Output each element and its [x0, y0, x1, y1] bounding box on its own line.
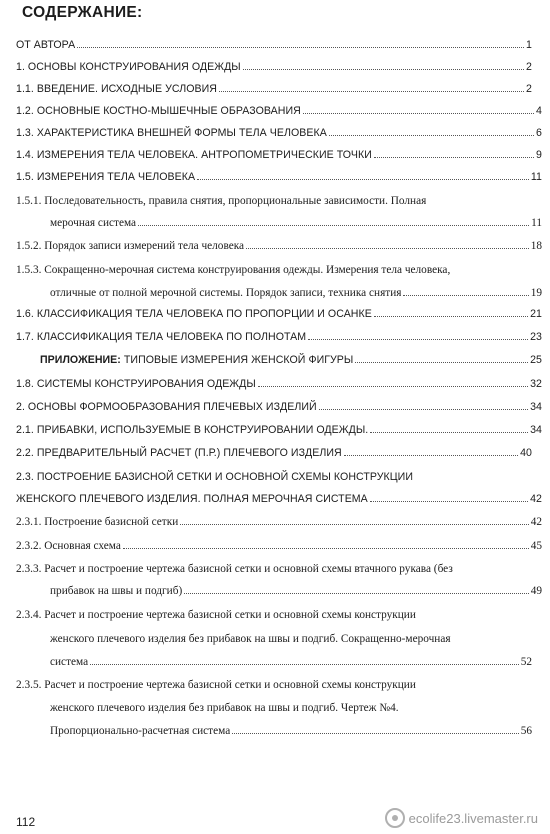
toc-entry: [16, 102, 542, 120]
toc-entry-text: мерочная система: [50, 217, 137, 229]
toc-entry-text: 2.2. ПРЕДВАРИТЕЛЬНЫЙ РАСЧЕТ (П.Р.) ПЛЕЧЕВОГО ИЗДЕЛИЯ: [16, 447, 342, 459]
toc-entry: [16, 328, 542, 346]
toc-entry: [16, 305, 542, 323]
toc-entry-text: 1.5.2. Порядок записи измерений тела человека: [16, 240, 245, 252]
toc-entry: [16, 421, 542, 439]
toc-entry-text: 1.5. ИЗМЕРЕНИЯ ТЕЛА ЧЕЛОВЕКА: [16, 171, 196, 183]
toc-entry-page: 40: [520, 447, 532, 459]
toc-entry-text: 2.3.3. Расчет и построение чертежа базисной сетки и основной схемы втачного рукава (без: [16, 563, 453, 575]
toc-entry-text: 1.6. КЛАССИФИКАЦИЯ ТЕЛА ЧЕЛОВЕКА ПО ПРОПОРЦИИ И ОСАНКЕ: [16, 308, 372, 320]
toc-entry-page: 42: [530, 493, 542, 505]
toc-entry-page: 23: [530, 331, 542, 343]
toc-entry-page: 52: [520, 656, 532, 668]
toc-entry-page: 19: [530, 287, 542, 299]
toc-entry: [50, 653, 532, 671]
toc-entry: [50, 582, 542, 600]
toc-entry-text: 2.3.4. Расчет и построение чертежа базисной сетки и основной схемы конструкции: [16, 609, 416, 621]
toc-entry-text: 1.5.3. Сокращенно-мерочная система конструирования одежды. Измерения тела человека,: [16, 264, 451, 276]
toc-entry-text: ОТ АВТОРА: [16, 39, 76, 51]
toc-entry-text: 1.4. ИЗМЕРЕНИЯ ТЕЛА ЧЕЛОВЕКА. АНТРОПОМЕТРИЧЕСКИЕ ТОЧКИ: [16, 149, 372, 161]
toc-entry: [16, 537, 542, 555]
toc-entry: [16, 146, 542, 164]
livemaster-logo-icon: [385, 808, 405, 828]
toc-entry: [16, 168, 542, 186]
toc-entry: [40, 351, 542, 369]
toc-entry-page: 11: [530, 171, 542, 183]
toc-entry-text: система: [50, 656, 89, 668]
toc-entry: [16, 261, 542, 279]
toc-entry-text: Пропорционально-расчетная система: [50, 725, 231, 737]
toc-entry-page: 18: [530, 240, 542, 252]
toc-entry: [16, 80, 532, 98]
toc-entry-text: 2.3. ПОСТРОЕНИЕ БАЗИСНОЙ СЕТКИ И ОСНОВНОЙ СХЕМЫ КОНСТРУКЦИИ: [16, 471, 413, 483]
toc-entry: [50, 699, 542, 717]
toc-entry-text: ЖЕНСКОГО ПЛЕЧЕВОГО ИЗДЕЛИЯ. ПОЛНАЯ МЕРОЧНАЯ СИСТЕМА: [16, 493, 368, 505]
toc-entry-page: 6: [536, 127, 542, 139]
toc-entry-text: 1.7. КЛАССИФИКАЦИЯ ТЕЛА ЧЕЛОВЕКА ПО ПОЛНОТАМ: [16, 331, 307, 343]
toc-entry-page: 34: [530, 401, 542, 413]
toc-entry-text: 1.1. ВВЕДЕНИЕ. ИСХОДНЫЕ УСЛОВИЯ: [16, 83, 217, 95]
toc-entry: [16, 36, 532, 54]
toc-entry: [50, 630, 542, 648]
watermark-text: ecolife23.livemaster.ru: [408, 810, 538, 826]
toc-entry: [16, 237, 542, 255]
toc-entry-text: 2.3.2. Основная схема: [16, 540, 121, 552]
toc-entry-text: 2. ОСНОВЫ ФОРМООБРАЗОВАНИЯ ПЛЕЧЕВЫХ ИЗДЕЛИЙ: [16, 401, 317, 413]
toc-entry-text: 2.3.1. Построение базисной сетки: [16, 516, 179, 528]
toc-entry: [16, 58, 532, 76]
toc-entry-page: 2: [526, 61, 532, 73]
toc-entry-page: 49: [530, 585, 542, 597]
watermark: [385, 808, 538, 828]
toc-entry: [16, 468, 542, 486]
toc-entry-text: женского плечевого изделия без прибавок на швы и подгиб. Чертеж №4.: [50, 702, 399, 714]
toc-entry: [16, 124, 542, 142]
toc-entry-text: 1.2. ОСНОВНЫЕ КОСТНО-МЫШЕЧНЫЕ ОБРАЗОВАНИЯ: [16, 105, 301, 117]
toc-entry-text: отличные от полной мерочной системы. Порядок записи, техника снятия: [50, 287, 402, 299]
toc-entry: [16, 444, 532, 462]
toc-entry-page: 25: [530, 354, 542, 366]
toc-entry: [16, 606, 542, 624]
toc-entry-page: 42: [530, 516, 542, 528]
toc-entry-page: 32: [530, 378, 542, 390]
page-number: 112: [16, 815, 36, 829]
toc-entry-text: 2.3.5. Расчет и построение чертежа базисной сетки и основной схемы конструкции: [16, 679, 416, 691]
toc-entry-page: 45: [530, 540, 542, 552]
toc-entry-text: 1.3. ХАРАКТЕРИСТИКА ВНЕШНЕЙ ФОРМЫ ТЕЛА ЧЕЛОВЕКА: [16, 127, 327, 139]
toc-entry: [16, 490, 542, 508]
toc-entry: [16, 398, 542, 416]
toc-entry-page: 56: [520, 725, 532, 737]
toc-entry-text: 2.1. ПРИБАВКИ, ИСПОЛЬЗУЕМЫЕ В КОНСТРУИРОВАНИИ ОДЕЖДЫ.: [16, 424, 369, 436]
toc-entry-page: 2: [526, 83, 532, 95]
toc-entry: [50, 214, 542, 232]
appendix-label: ПРИЛОЖЕНИЕ:: [40, 354, 121, 366]
toc-entry-page: 11: [531, 217, 542, 229]
toc-entry-page: 4: [536, 105, 542, 117]
toc-entry-text: 1.8. СИСТЕМЫ КОНСТРУИРОВАНИЯ ОДЕЖДЫ: [16, 378, 256, 390]
toc-entry: [50, 284, 542, 302]
page-title: СОДЕРЖАНИЕ:: [22, 4, 143, 21]
toc-entry-text: прибавок на швы и подгиб): [50, 585, 183, 597]
toc-entry-page: 9: [536, 149, 542, 161]
toc-entry: [16, 513, 542, 531]
toc-entry-page: 34: [530, 424, 542, 436]
toc-entry: [16, 192, 542, 210]
toc-entry: [16, 375, 542, 393]
toc-entry: [16, 560, 542, 578]
toc-entry-page: 1: [526, 39, 532, 51]
toc-entry: [50, 722, 532, 740]
toc-entry: [16, 676, 542, 694]
toc-entry-text: 1.5.1. Последовательность, правила снятия, пропорциональные зависимости. Полная: [16, 195, 427, 207]
toc-entry-page: 21: [530, 308, 542, 320]
toc-entry-text: 1. ОСНОВЫ КОНСТРУИРОВАНИЯ ОДЕЖДЫ: [16, 61, 241, 73]
toc-entry-text: ПРИЛОЖЕНИЕ: ТИПОВЫЕ ИЗМЕРЕНИЯ ЖЕНСКОЙ ФИГУРЫ: [40, 354, 354, 366]
toc-entry-text: женского плечевого изделия без прибавок на швы и подгиб. Сокращенно-мерочная: [50, 633, 451, 645]
